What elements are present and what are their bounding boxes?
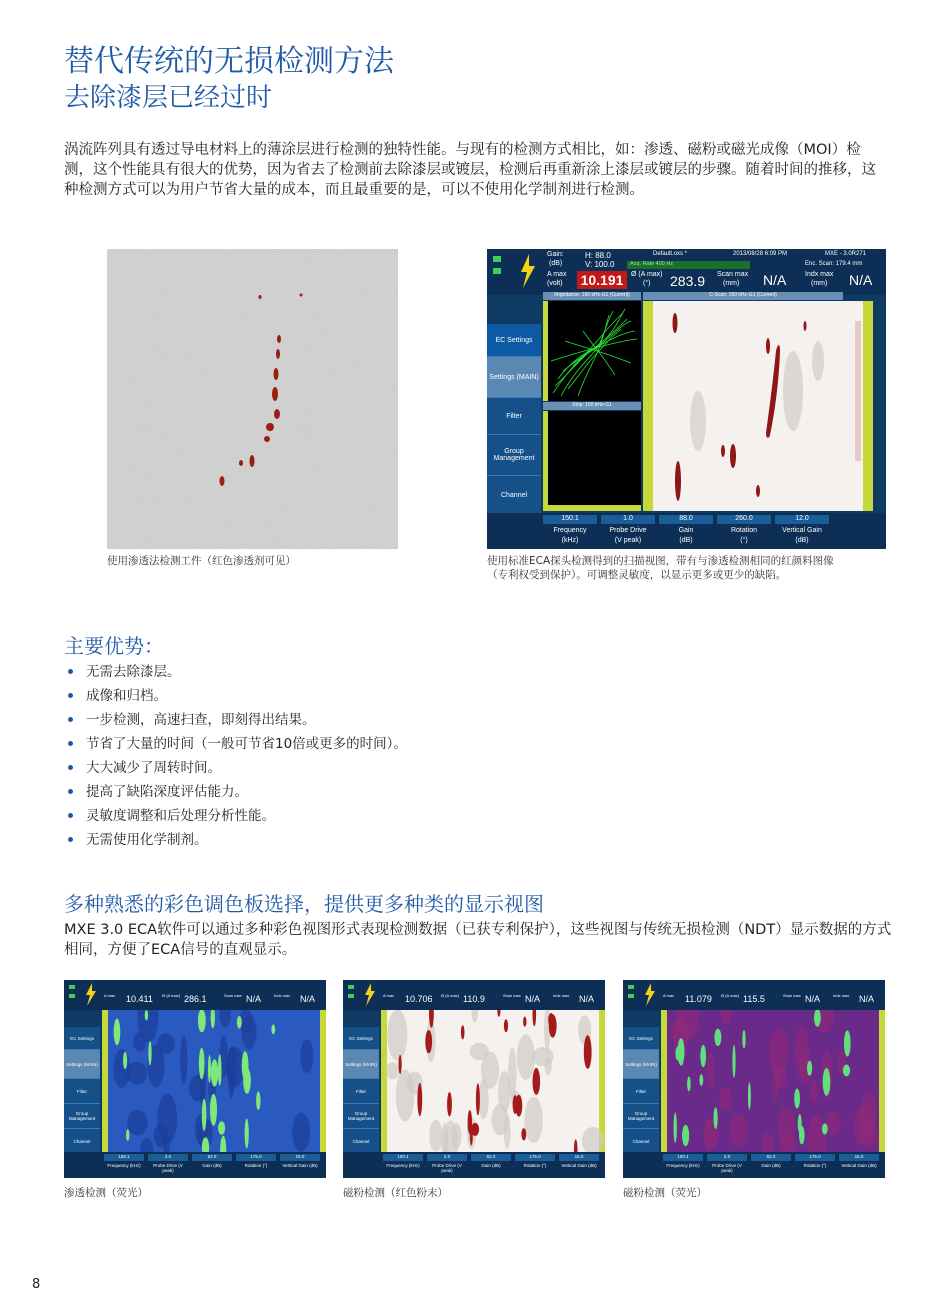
scanmax-value: N/A bbox=[246, 994, 262, 1004]
cscan-plot bbox=[661, 1010, 885, 1152]
amax-value: 10.706 bbox=[405, 994, 433, 1004]
mini-bottom-label: Rotation (°) bbox=[244, 1163, 268, 1168]
impedance-plot bbox=[543, 301, 641, 401]
datetime: 2013/08/28 6:09 PM bbox=[733, 251, 788, 257]
acq-rate: Acq. Rate 400 Hz bbox=[627, 261, 750, 269]
mini-bottom-value[interactable]: 175.0 bbox=[236, 1154, 276, 1161]
intro-paragraph: 涡流阵列具有透过导电材料上的薄涂层进行检测的独特性能。与现有的检测方式相比，如：渗透、磁粉或磁光成像（MOI）检测，这个性能具有很大的优势，因为省去了检测前去除漆层或镀层，检测后再重新涂上漆层或镀层的步骤。随着时间的推移，这种检测方式可以为用户节省大量的成本，而且最重要的是，可以不使用化学制剂进行检测。 bbox=[64, 142, 876, 198]
amax-unit: (volt) bbox=[547, 280, 563, 287]
scanmax-label: Scan max bbox=[224, 993, 242, 998]
amax-value: 10.411 bbox=[126, 994, 153, 1004]
amax-label: A max bbox=[663, 993, 675, 998]
frequency-label: Frequency (kHz) bbox=[553, 527, 587, 544]
side-channel[interactable]: Channel bbox=[487, 476, 541, 515]
phase-label: Ø (A max) bbox=[631, 271, 663, 278]
mini-bottom-label: Frequency (kHz) bbox=[107, 1163, 141, 1168]
phase-value: 286.1 bbox=[184, 994, 207, 1004]
phase-unit: (°) bbox=[643, 280, 651, 287]
mini-side-item[interactable]: Group Management bbox=[623, 1104, 659, 1129]
mini-bottom-label: Gain (dB) bbox=[481, 1163, 501, 1168]
mini-side-item[interactable]: Settings (MAIN) bbox=[343, 1050, 379, 1079]
enc-scan: Enc. Scan: 179.4 mm bbox=[805, 261, 863, 267]
scanmax-value: N/A bbox=[763, 272, 787, 288]
model: MXE - 3.0R271 bbox=[825, 251, 867, 257]
mini-bottom-label: Rotation (°) bbox=[803, 1163, 827, 1168]
mini-side-item[interactable]: Settings (MAIN) bbox=[64, 1050, 100, 1079]
mini-bottom-value[interactable]: 175.0 bbox=[515, 1154, 555, 1161]
mini-side-item[interactable]: Group Management bbox=[64, 1104, 100, 1129]
mini-bottom-bar bbox=[623, 1152, 885, 1178]
mini-side-item[interactable]: EC Settings bbox=[343, 1027, 379, 1050]
mini-bottom-label: Vertical Gain (dB) bbox=[282, 1163, 318, 1168]
status-icons bbox=[491, 252, 541, 292]
indxmax-value: N/A bbox=[859, 994, 875, 1004]
indxmax-label: Indx max bbox=[833, 993, 850, 998]
indxmax-unit: (mm) bbox=[811, 280, 828, 287]
amax-value: 11.079 bbox=[685, 994, 712, 1004]
page-number: 8 bbox=[32, 1277, 41, 1292]
mini-side-item[interactable]: Settings (MAIN) bbox=[623, 1050, 659, 1079]
mini-bottom-label: Frequency (kHz) bbox=[386, 1163, 420, 1168]
list-item: 无需去除漆层。 bbox=[64, 660, 407, 684]
mini-bottom-value[interactable]: 15.0 bbox=[559, 1154, 599, 1161]
screen-caption: 使用标准ECA探头检测得到的扫描视图，带有与渗透检测相同的红颜料图像 （专利权受到保护）。可调整灵敏度，以显示更多或更少的缺陷。 bbox=[487, 555, 834, 581]
status-icons bbox=[68, 982, 98, 1013]
page-title: 替代传统的无损检测方法 bbox=[64, 44, 394, 79]
vertical-gain-label: Vertical Gain (dB) bbox=[782, 527, 822, 544]
rotation-value[interactable]: 260.0 bbox=[717, 515, 771, 524]
cscan-plot bbox=[102, 1010, 326, 1152]
mini-bottom-value[interactable]: 62.0 bbox=[192, 1154, 232, 1161]
list-item: 无需使用化学制剂。 bbox=[64, 828, 407, 852]
penetrant-photo bbox=[107, 249, 398, 549]
palette-caption: 渗透检测（荧光） bbox=[64, 1187, 148, 1199]
status-icons bbox=[347, 982, 377, 1013]
mini-bottom-value[interactable]: 2.0 bbox=[427, 1154, 467, 1161]
palette-caption: 磁粉检测（荧光） bbox=[623, 1187, 707, 1199]
indxmax-value: N/A bbox=[579, 994, 595, 1004]
list-item: 灵敏度调整和后处理分析性能。 bbox=[64, 804, 407, 828]
gain-h: H: 88.0 bbox=[585, 251, 611, 260]
mini-bottom-label: Gain (dB) bbox=[202, 1163, 222, 1168]
rotation-label: Rotation (°) bbox=[730, 527, 758, 544]
indxmax-label: Indx max bbox=[553, 993, 570, 998]
mini-side-item[interactable]: EC Settings bbox=[623, 1027, 659, 1050]
scanmax-unit: (mm) bbox=[723, 280, 740, 287]
side-filter[interactable]: Filter bbox=[487, 398, 541, 435]
mini-side-item[interactable]: Filter bbox=[64, 1079, 100, 1104]
file-name: Default.oxs * bbox=[653, 251, 688, 257]
eca-main-screen bbox=[487, 249, 886, 549]
cscan-title: C-Scan: 150 kHz-G1 (Current) bbox=[643, 292, 843, 300]
mini-topbar bbox=[623, 980, 885, 1010]
mini-bottom-label: Vertical Gain (dB) bbox=[561, 1163, 597, 1168]
side-ec-settings[interactable]: EC Settings bbox=[487, 324, 541, 357]
page-subtitle: 去除漆层已经过时 bbox=[64, 83, 273, 113]
list-item: 节省了大量的时间（一般可节省10倍或更多的时间）。 bbox=[64, 732, 407, 756]
scanmax-value: N/A bbox=[805, 994, 821, 1004]
photo-caption: 使用渗透法检测工件（红色渗透剂可见） bbox=[107, 555, 296, 567]
phase-label: Ø (A max) bbox=[441, 993, 460, 998]
amax-label: A max bbox=[547, 271, 567, 278]
advantages-heading: 主要优势： bbox=[64, 634, 164, 658]
phase-label: Ø (A max) bbox=[162, 993, 181, 998]
phase-label: Ø (A max) bbox=[721, 993, 740, 998]
mini-side-item[interactable]: Filter bbox=[623, 1079, 659, 1104]
indxmax-label: Indx max bbox=[805, 271, 834, 278]
mini-bottom-value[interactable]: 15.0 bbox=[839, 1154, 879, 1161]
mini-bottom-label: Probe Drive (V peak) bbox=[712, 1163, 742, 1173]
strip-plot bbox=[543, 411, 641, 511]
impedance-title: Impedance: 150 kHz-G1 (Current) bbox=[543, 292, 641, 300]
frequency-value[interactable]: 150.1 bbox=[543, 515, 597, 524]
list-item: 一步检测，高速扫查，即刻得出结果。 bbox=[64, 708, 407, 732]
mini-bottom-value[interactable]: 62.0 bbox=[751, 1154, 791, 1161]
mini-bottom-value[interactable]: 62.0 bbox=[471, 1154, 511, 1161]
scanmax-value: N/A bbox=[525, 994, 541, 1004]
gain-v: V: 100.0 bbox=[585, 260, 615, 269]
mini-bottom-value[interactable]: 150.1 bbox=[383, 1154, 423, 1161]
mini-topbar bbox=[343, 980, 605, 1010]
mini-bottom-value[interactable]: 2.0 bbox=[707, 1154, 747, 1161]
scanmax-label: Scan max bbox=[783, 993, 801, 998]
mini-bottom-label: Vertical Gain (dB) bbox=[841, 1163, 877, 1168]
scanmax-label: Scan max bbox=[503, 993, 521, 998]
indxmax-value: N/A bbox=[849, 272, 873, 288]
indxmax-label: Indx max bbox=[274, 993, 291, 998]
bottom-bar bbox=[487, 513, 886, 549]
mini-bottom-label: Rotation (°) bbox=[523, 1163, 547, 1168]
mini-side-item[interactable]: Channel bbox=[343, 1129, 379, 1154]
mini-side-item[interactable]: Group Management bbox=[343, 1104, 379, 1129]
phase-value: 283.9 bbox=[670, 273, 706, 289]
vertical-gain-value[interactable]: 12.0 bbox=[775, 515, 829, 524]
palette-caption: 磁粉检测（红色粉末） bbox=[343, 1187, 448, 1199]
probe-drive-label: Probe Drive (V peak) bbox=[609, 527, 647, 544]
side-group-management[interactable]: Group Management bbox=[487, 435, 541, 476]
palette-screen bbox=[343, 980, 605, 1178]
mini-bottom-value[interactable]: 15.0 bbox=[280, 1154, 320, 1161]
gain-label-bottom: Gain (dB) bbox=[678, 527, 694, 544]
mini-side-item[interactable]: Channel bbox=[623, 1129, 659, 1154]
mini-topbar bbox=[64, 980, 326, 1010]
scanmax-label: Scan max bbox=[717, 271, 749, 278]
probe-drive-value[interactable]: 1.0 bbox=[601, 515, 655, 524]
indxmax-value: N/A bbox=[300, 994, 316, 1004]
gain-label: Gain: bbox=[547, 251, 564, 258]
list-item: 成像和归档。 bbox=[64, 684, 407, 708]
amax-label: A max bbox=[104, 993, 116, 998]
mini-bottom-bar bbox=[64, 1152, 326, 1178]
mini-bottom-label: Gain (dB) bbox=[761, 1163, 781, 1168]
mini-bottom-bar bbox=[343, 1152, 605, 1178]
phase-value: 110.9 bbox=[463, 994, 485, 1004]
amax-label: A max bbox=[383, 993, 395, 998]
cscan-plot bbox=[381, 1010, 605, 1152]
gain-value[interactable]: 88.0 bbox=[659, 515, 713, 524]
mini-bottom-label: Probe Drive (V peak) bbox=[153, 1163, 183, 1173]
palettes-heading: 多种熟悉的彩色调色板选择，提供更多种类的显示视图 bbox=[64, 892, 544, 916]
gain-unit: (dB) bbox=[549, 260, 563, 267]
status-icons bbox=[627, 982, 657, 1013]
phase-value: 115.5 bbox=[743, 994, 765, 1004]
list-item: 提高了缺陷深度评估能力。 bbox=[64, 780, 407, 804]
mini-bottom-label: Frequency (kHz) bbox=[666, 1163, 700, 1168]
palette-screen bbox=[64, 980, 326, 1178]
mini-bottom-value[interactable]: 150.1 bbox=[104, 1154, 144, 1161]
mini-side-item[interactable]: Filter bbox=[343, 1079, 379, 1104]
mini-bottom-value[interactable]: 2.0 bbox=[148, 1154, 188, 1161]
cscan-plot bbox=[643, 301, 873, 511]
mini-side-item[interactable]: EC Settings bbox=[64, 1027, 100, 1050]
mini-bottom-value[interactable]: 150.1 bbox=[663, 1154, 703, 1161]
palette-screen bbox=[623, 980, 885, 1178]
side-settings-main[interactable]: Settings (MAIN) bbox=[487, 357, 541, 398]
mini-side-item[interactable]: Channel bbox=[64, 1129, 100, 1154]
amax-value: 10.191 bbox=[577, 271, 627, 289]
list-item: 大大减少了周转时间。 bbox=[64, 756, 407, 780]
palettes-paragraph: MXE 3.0 ECA软件可以通过多种彩色视图形式表现检测数据（已获专利保护），这些视图与传统无损检测（NDT）显示数据的方式相同，方便了ECA信号的直观显示。 bbox=[64, 922, 892, 958]
strip-title: Strip: 150 kHz-G1 bbox=[543, 402, 641, 410]
advantages-list bbox=[64, 660, 407, 852]
mini-bottom-value[interactable]: 175.0 bbox=[795, 1154, 835, 1161]
mini-bottom-label: Probe Drive (V peak) bbox=[432, 1163, 462, 1173]
